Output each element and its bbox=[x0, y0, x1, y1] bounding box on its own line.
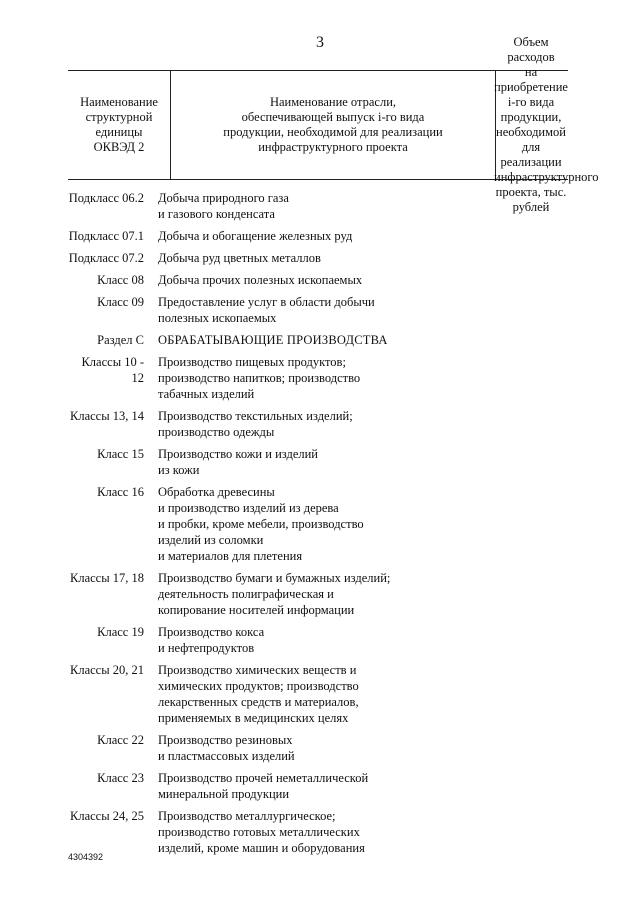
table-row bbox=[68, 250, 568, 266]
row-name: Производство металлургическое; производство готовых металлических изделий, кроме машин и оборудования bbox=[158, 809, 365, 855]
header-industry-name: Наименование отрасли, обеспечивающей выпуск i-го вида продукции, необходимой для реализации инфраструктурного проекта bbox=[170, 71, 496, 179]
table-row bbox=[68, 570, 568, 618]
table-row bbox=[68, 354, 568, 402]
row-name: Добыча руд цветных металлов bbox=[158, 251, 321, 265]
row-name: Производство прочей неметаллической минеральной продукции bbox=[158, 771, 369, 801]
row-name: Обработка древесины и производство изделий из дерева и пробки, кроме мебели, производство изделий из соломки и материалов для плетения bbox=[158, 485, 364, 563]
row-code: Подкласс 07.2 bbox=[68, 251, 144, 265]
row-name: Производство химических веществ и химических продуктов; производство лекарственных средств и материалов, применяемых в медицинских целях bbox=[158, 663, 359, 725]
row-name: Добыча природного газа и газового конденсата bbox=[158, 191, 289, 221]
row-code: Класс 15 bbox=[97, 447, 144, 461]
row-name: Производство резиновых и пластмассовых изделий bbox=[158, 733, 295, 763]
row-code: Классы 24, 25 bbox=[70, 809, 144, 823]
document-code: 4304392 bbox=[68, 852, 104, 862]
row-code: Класс 09 bbox=[97, 295, 144, 309]
table-row bbox=[68, 770, 568, 802]
row-name: Производство кожи и изделий из кожи bbox=[158, 447, 318, 477]
row-name: Добыча прочих полезных ископаемых bbox=[158, 273, 363, 287]
table-row bbox=[68, 662, 568, 726]
table-row bbox=[68, 484, 568, 564]
row-code: Классы 13, 14 bbox=[70, 409, 144, 423]
row-code: Классы 20, 21 bbox=[70, 663, 144, 677]
row-code: Класс 22 bbox=[97, 733, 144, 747]
page-number: 3 bbox=[316, 34, 324, 51]
okved-rows bbox=[68, 190, 568, 862]
table-row bbox=[68, 228, 568, 244]
row-code: Класс 16 bbox=[97, 485, 144, 499]
row-name: Производство бумаги и бумажных изделий; деятельность полиграфическая и копирование носителей информации bbox=[158, 571, 391, 617]
table-row bbox=[68, 624, 568, 656]
header-okved-unit: Наименование структурной единицы ОКВЭД 2 bbox=[80, 95, 158, 154]
header-expense-volume: Объем расходов на приобретение i-го вида продукции, необходимой для реализации инфраструктурного проекта, тыс. рублей bbox=[494, 35, 599, 214]
table-row bbox=[68, 446, 568, 478]
row-name: Производство текстильных изделий; производство одежды bbox=[158, 409, 353, 439]
row-code: Класс 08 bbox=[97, 273, 144, 287]
row-name: Производство кокса и нефтепродуктов bbox=[158, 625, 265, 655]
row-name: ОБРАБАТЫВАЮЩИЕ ПРОИЗВОДСТВА bbox=[158, 333, 388, 347]
row-code: Классы 10 - 12 bbox=[81, 355, 144, 385]
table-row bbox=[68, 332, 568, 348]
row-name: Добыча и обогащение железных руд bbox=[158, 229, 353, 243]
row-code: Раздел C bbox=[97, 333, 144, 347]
row-code: Подкласс 06.2 bbox=[68, 191, 144, 205]
row-code: Подкласс 07.1 bbox=[68, 229, 144, 243]
row-name: Предоставление услуг в области добычи полезных ископаемых bbox=[158, 295, 375, 325]
table-row bbox=[68, 272, 568, 288]
table-row bbox=[68, 408, 568, 440]
row-code: Класс 23 bbox=[97, 771, 144, 785]
table-row bbox=[68, 294, 568, 326]
row-code: Классы 17, 18 bbox=[70, 571, 144, 585]
table-row bbox=[68, 190, 568, 222]
table-row bbox=[68, 808, 568, 856]
row-code: Класс 19 bbox=[97, 625, 144, 639]
row-name: Производство пищевых продуктов; производство напитков; производство табачных изделий bbox=[158, 355, 361, 401]
table-row bbox=[68, 732, 568, 764]
